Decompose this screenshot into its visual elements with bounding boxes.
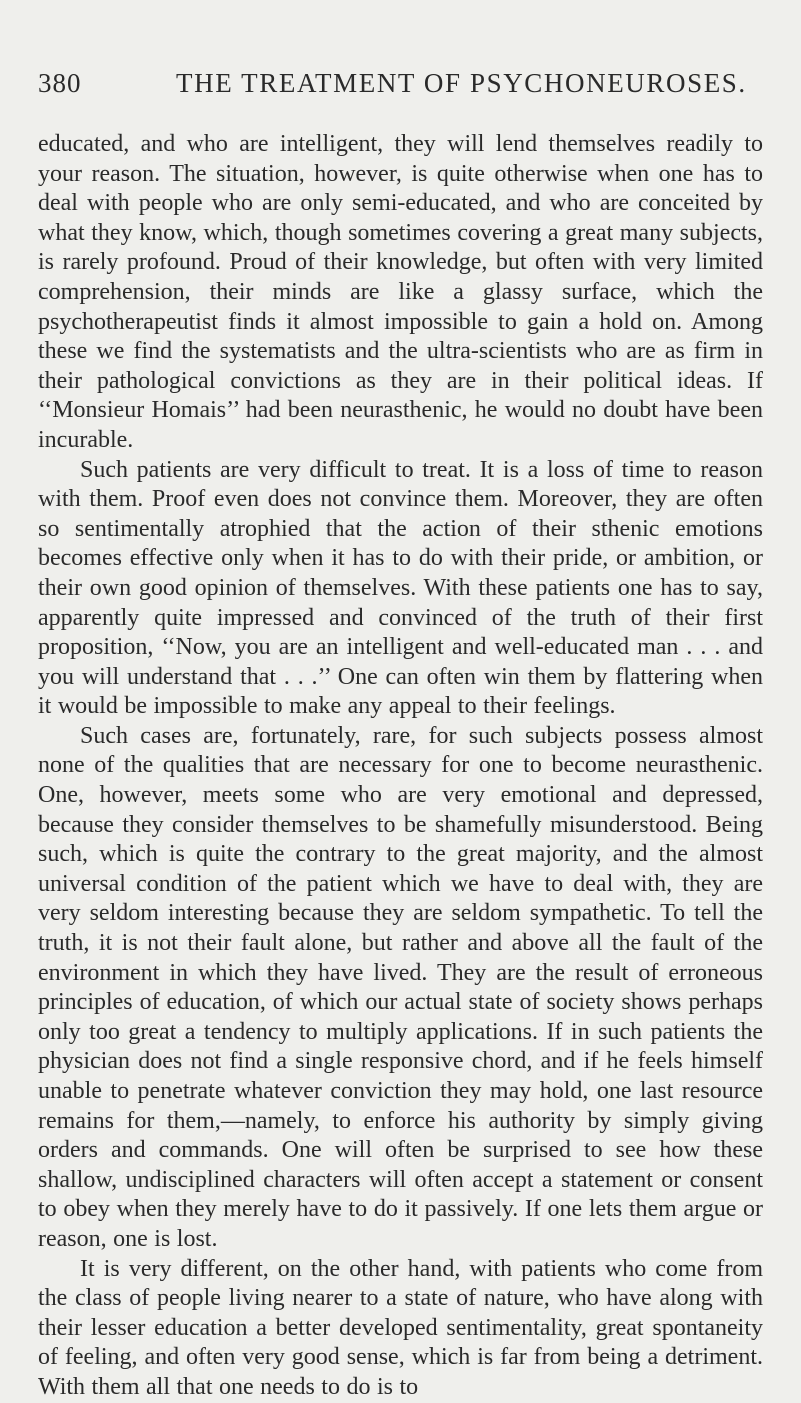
page-number: 380 xyxy=(38,68,82,98)
paragraph-2: Such patients are very difficult to treat. It is a loss of time to reason with them. Proof even does not convince them. Moreover, they are often so sentimentally atrophied that the action of their sthenic emotions becomes effective only when it has to do with their pride, or ambition, or their own good opinion of themselves. With these patients one has to say, apparently quite impressed and convinced of the truth of their first proposition, ‘‘Now, you are an intelligent and well-educated man . . . and you will understand that . . .’’ One can often win them by flattering when it would be impossible to make any appeal to their feelings. xyxy=(38,456,763,720)
paragraph-4: It is very different, on the other hand, with patients who come from the class of people living nearer to a state of nature, who have along with their lesser education a better developed sentimentality, great spontaneity of feeling, and often very good sense, which is far from being a detriment. With them all that one needs to do is to xyxy=(38,1255,763,1400)
paragraph-1: educated, and who are intelligent, they will lend themselves readily to your reason. The situation, however, is quite otherwise when one has to deal with people who are only semi-educated, and who are conceited by what they know, which, though sometimes covering a great many subjects, is rarely profound. Proud of their knowledge, but often with very limited comprehension, their minds are like a glassy surface, which the psychotherapeutist finds it almost impossible to gain a hold on. Among these we find the systematists and the ultra-scientists who are as firm in their pathological convictions as they are in their political ideas. If ‘‘Monsieur Homais’’ had been neurasthenic, he would no doubt have been incurable. xyxy=(38,131,763,453)
page-header xyxy=(38,68,766,108)
paragraph-3: Such cases are, fortunately, rare, for such subjects possess almost none of the qualities that are necessary for one to become neurasthenic. One, however, meets some who are very emotional and depressed, because they consider themselves to be shamefully misunderstood. Being such, which is quite the contrary to the great majority, and the almost universal condition of the patient which we have to deal with, they are very seldom interesting because they are seldom sympathetic. To tell the truth, it is not their fault alone, but rather and above all the fault of the environment in which they have lived. They are the result of erroneous principles of education, of which our actual state of society shows perhaps only too great a tendency to multiply applications. If in such patients the physician does not find a single responsive chord, and if he feels himself unable to penetrate whatever conviction they may hold, one last resource remains for them,—namely, to enforce his authority by simply giving orders and commands. One will often be surprised to see how these shallow, undisciplined characters will often accept a statement or consent to obey when they merely have to do it passively. If one lets them argue or reason, one is lost. xyxy=(38,722,763,1252)
running-head: THE TREATMENT OF PSYCHONEUROSES. xyxy=(176,68,747,98)
body-text xyxy=(38,130,763,1403)
